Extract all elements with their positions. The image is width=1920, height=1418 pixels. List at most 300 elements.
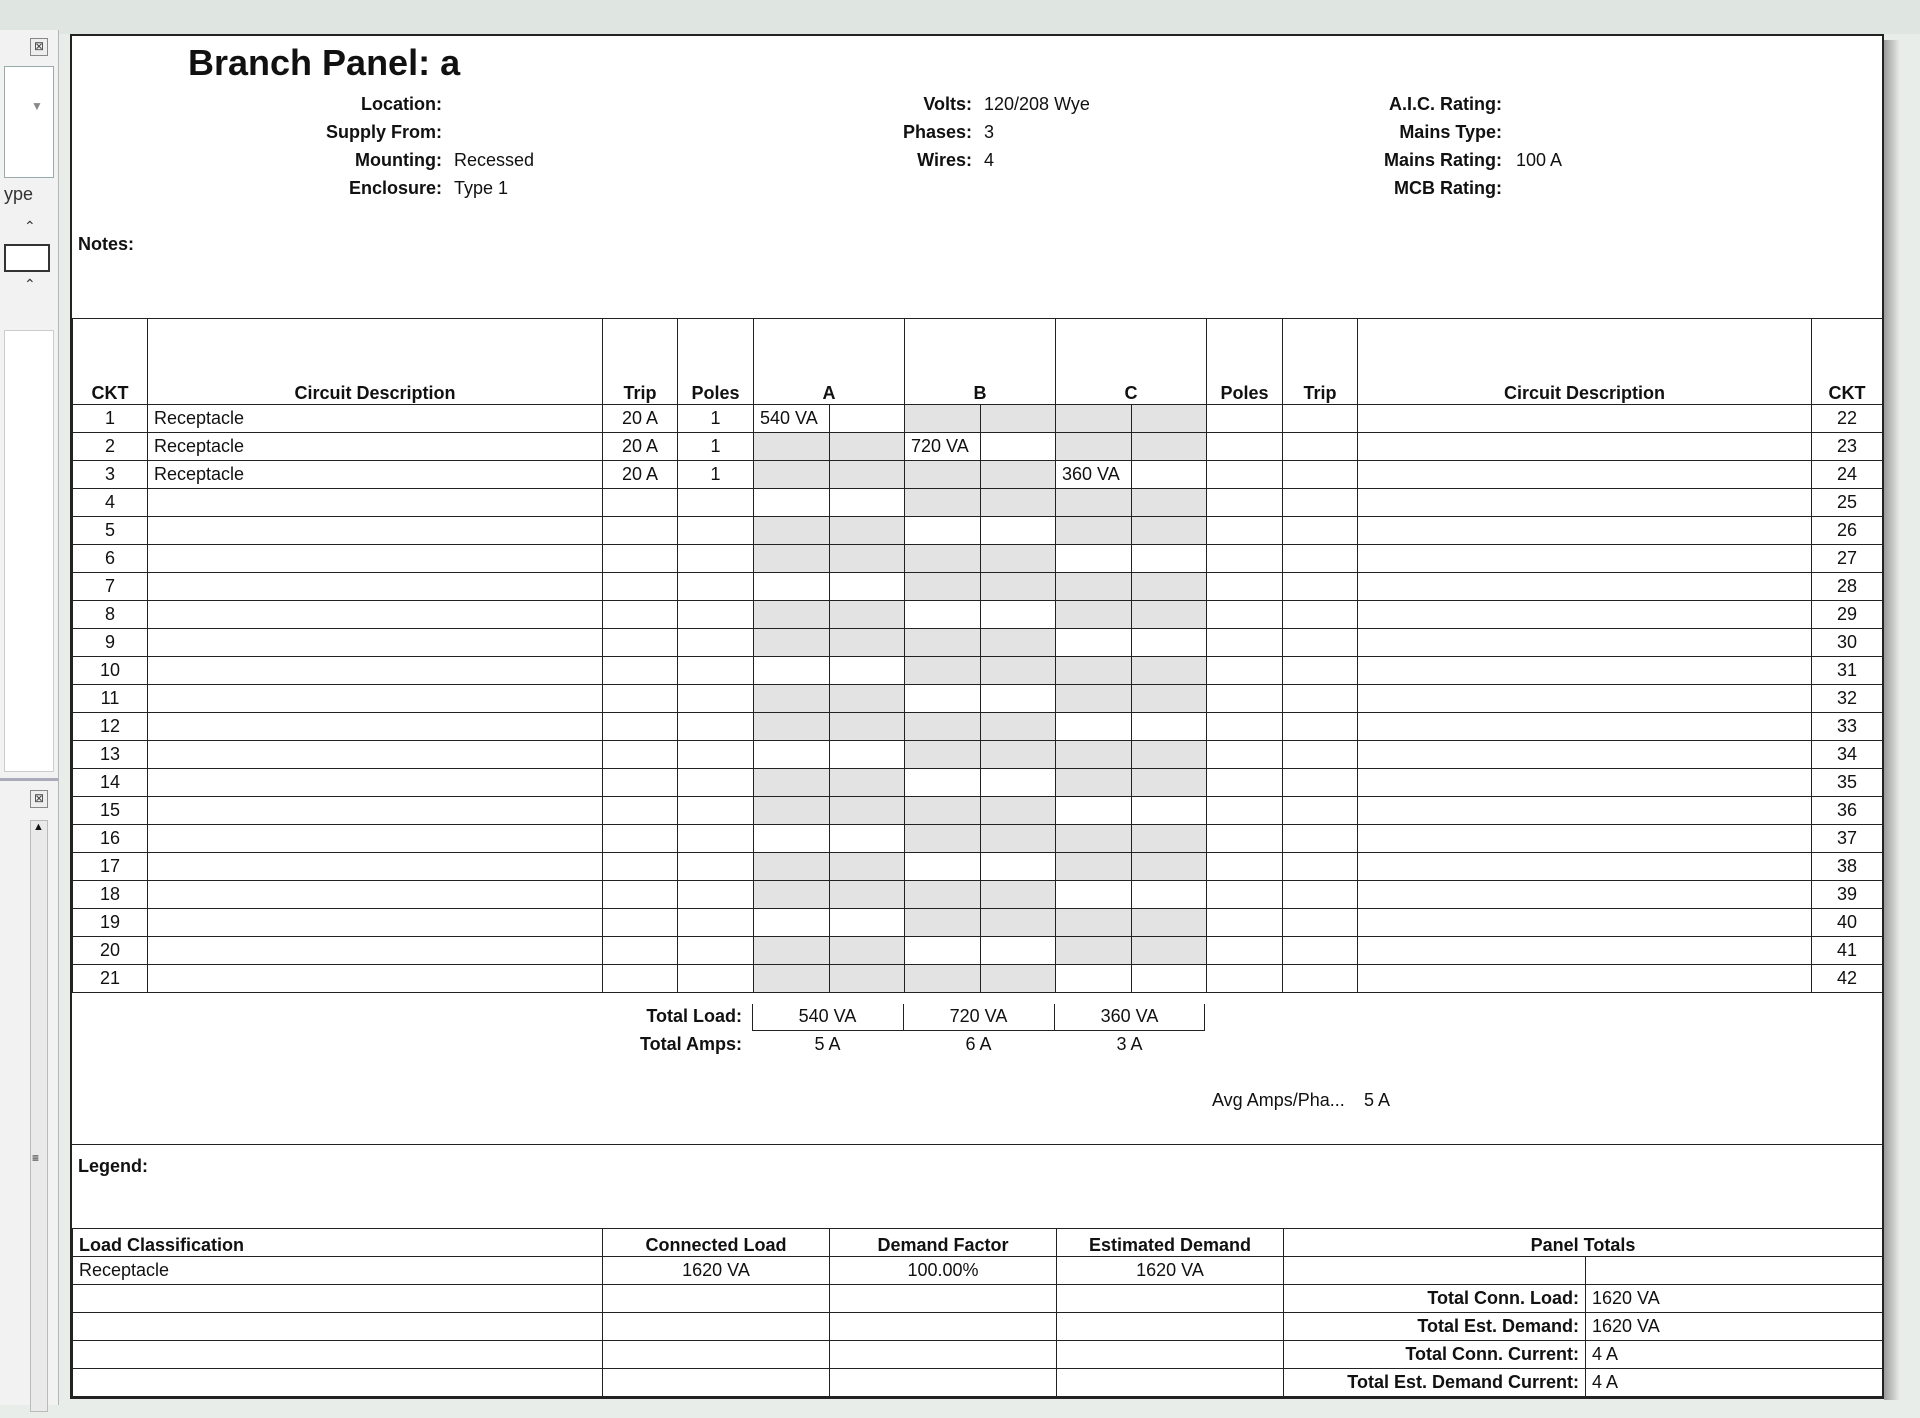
- phase-load-left: 720 VA: [905, 433, 981, 461]
- phase-load-right: [1132, 853, 1207, 881]
- connected-load: [603, 1285, 830, 1313]
- poles: [678, 601, 754, 629]
- circuit-description-right: [1358, 909, 1812, 937]
- ckt-number: 4: [73, 489, 148, 517]
- trip-right: [1283, 909, 1358, 937]
- phase-load-left: [754, 601, 830, 629]
- trip-right: [1283, 461, 1358, 489]
- poles: [678, 937, 754, 965]
- poles-right: [1207, 489, 1283, 517]
- phase-load-right: [981, 685, 1056, 713]
- panel-totals-header: Panel Totals: [1284, 1229, 1883, 1257]
- phase-load-right: [830, 517, 905, 545]
- poles-right: [1207, 685, 1283, 713]
- circuit-description-right: [1358, 685, 1812, 713]
- ckt-number-right: 22: [1812, 405, 1883, 433]
- trip-right: [1283, 797, 1358, 825]
- close-icon[interactable]: ⊠: [30, 38, 48, 56]
- phase-load-left: [905, 405, 981, 433]
- panel-total-label: Total Est. Demand:: [1284, 1313, 1586, 1341]
- phase-load-right: [1132, 433, 1207, 461]
- trip-right: [1283, 713, 1358, 741]
- demand-factor: [830, 1369, 1057, 1397]
- trip-rating: [603, 685, 678, 713]
- phase-load-left: [1056, 573, 1132, 601]
- ckt-number: 1: [73, 405, 148, 433]
- phase-load-right: [1132, 405, 1207, 433]
- trip-rating: [603, 573, 678, 601]
- trip-right: [1283, 601, 1358, 629]
- phase-load-right: [1132, 797, 1207, 825]
- phase-load-right: [1132, 937, 1207, 965]
- circuit-schedule-table: [72, 318, 1883, 993]
- phase-load-left: [1056, 769, 1132, 797]
- phase-load-left: [1056, 657, 1132, 685]
- phase-load-right: [981, 797, 1056, 825]
- circuit-description: [148, 517, 603, 545]
- circuit-description: [148, 545, 603, 573]
- trip-right: [1283, 965, 1358, 993]
- poles-right: [1207, 405, 1283, 433]
- circuit-description-right: [1358, 769, 1812, 797]
- phase-load-right: [1132, 965, 1207, 993]
- phase-load-right: [981, 909, 1056, 937]
- phase-load-right: [981, 825, 1056, 853]
- phase-load-right: [830, 881, 905, 909]
- phase-load-right: [1132, 601, 1207, 629]
- ckt-number-right: 25: [1812, 489, 1883, 517]
- table-row: [73, 601, 1883, 629]
- phase-load-left: [1056, 713, 1132, 741]
- trip-right: [1283, 629, 1358, 657]
- desc-header-left: Circuit Description: [148, 319, 603, 405]
- ckt-number-right: 31: [1812, 657, 1883, 685]
- estimated-demand: [1057, 1369, 1284, 1397]
- circuit-description-right: [1358, 713, 1812, 741]
- phase-load-left: [905, 965, 981, 993]
- phase-load-right: [830, 629, 905, 657]
- dock-separator[interactable]: [0, 778, 58, 781]
- property-list: [4, 330, 54, 772]
- mcb-rating-label: MCB Rating:: [1394, 178, 1502, 198]
- trip-rating: 20 A: [603, 433, 678, 461]
- demand-factor: [830, 1285, 1057, 1313]
- phase-load-left: 540 VA: [754, 405, 830, 433]
- close-icon-2[interactable]: ⊠: [30, 790, 48, 808]
- load-classification: Receptacle: [73, 1257, 603, 1285]
- phase-load-right: [981, 601, 1056, 629]
- notes-label: Notes:: [78, 234, 135, 254]
- phase-load-right: [1132, 629, 1207, 657]
- poles-right: [1207, 769, 1283, 797]
- phase-load-right: [1132, 713, 1207, 741]
- table-row: [73, 1341, 1883, 1369]
- phase-load-left: [754, 657, 830, 685]
- circuit-description: [148, 713, 603, 741]
- phase-load-right: [1132, 741, 1207, 769]
- poles-right: [1207, 965, 1283, 993]
- scroll-up-icon[interactable]: ▲: [33, 821, 44, 833]
- trip-rating: [603, 657, 678, 685]
- phase-load-right: [830, 461, 905, 489]
- trip-right: [1283, 881, 1358, 909]
- panel-total-label: [1284, 1257, 1586, 1285]
- poles: [678, 797, 754, 825]
- scroll-grip-icon[interactable]: ≡: [32, 1151, 40, 1165]
- phase-a-header: A: [754, 319, 905, 405]
- phase-load-left: [905, 741, 981, 769]
- table-row: [73, 573, 1883, 601]
- window-top-edge: [0, 0, 1920, 34]
- load-classification-header: Load Classification: [73, 1229, 603, 1257]
- phase-load-right: [981, 573, 1056, 601]
- table-row: [73, 965, 1883, 993]
- desc-header-right: Circuit Description: [1358, 319, 1812, 405]
- phases-label: Phases:: [902, 122, 972, 142]
- poles: [678, 657, 754, 685]
- phase-load-left: [754, 461, 830, 489]
- ckt-number: 18: [73, 881, 148, 909]
- circuit-description-right: [1358, 881, 1812, 909]
- ckt-number: 13: [73, 741, 148, 769]
- poles-right: [1207, 909, 1283, 937]
- circuit-description: [148, 797, 603, 825]
- poles: 1: [678, 405, 754, 433]
- ckt-number: 20: [73, 937, 148, 965]
- phase-load-left: [754, 489, 830, 517]
- phase-load-left: [754, 769, 830, 797]
- connected-load: [603, 1341, 830, 1369]
- trip-right: [1283, 853, 1358, 881]
- phase-load-right: [830, 909, 905, 937]
- demand-factor: [830, 1313, 1057, 1341]
- table-row: [73, 1369, 1883, 1397]
- wires-value: 4: [984, 150, 995, 170]
- phase-load-right: [981, 937, 1056, 965]
- trip-rating: 20 A: [603, 405, 678, 433]
- load-summary-table: [72, 1228, 1883, 1397]
- ckt-number-right: 29: [1812, 601, 1883, 629]
- phase-load-left: [905, 825, 981, 853]
- collapse-up-icon[interactable]: ⌃: [24, 218, 36, 234]
- circuit-description-right: [1358, 797, 1812, 825]
- ckt-number: 8: [73, 601, 148, 629]
- phase-load-left: [1056, 601, 1132, 629]
- phase-load-right: [830, 825, 905, 853]
- phase-load-right: [1132, 517, 1207, 545]
- phase-load-left: [1056, 909, 1132, 937]
- ckt-number-right: 33: [1812, 713, 1883, 741]
- trip-right: [1283, 545, 1358, 573]
- trip-right: [1283, 573, 1358, 601]
- trip-right: [1283, 405, 1358, 433]
- sheet-shadow: [1884, 40, 1900, 1400]
- circuit-description-right: [1358, 965, 1812, 993]
- ckt-number: 12: [73, 713, 148, 741]
- poles-right: [1207, 713, 1283, 741]
- phase-load-right: [981, 741, 1056, 769]
- phase-load-left: [1056, 853, 1132, 881]
- phase-c-header: C: [1056, 319, 1207, 405]
- ckt-number-right: 34: [1812, 741, 1883, 769]
- phase-load-left: [905, 937, 981, 965]
- circuit-description: [148, 965, 603, 993]
- supply-from-label: Supply From:: [326, 122, 442, 142]
- phase-load-left: [1056, 517, 1132, 545]
- phase-load-left: [754, 545, 830, 573]
- phase-load-right: [981, 517, 1056, 545]
- phase-load-right: [1132, 489, 1207, 517]
- trip-rating: [603, 797, 678, 825]
- connected-load: 1620 VA: [603, 1257, 830, 1285]
- trip-rating: [603, 629, 678, 657]
- poles-right: [1207, 741, 1283, 769]
- phase-load-right: [1132, 685, 1207, 713]
- phase-load-left: [1056, 629, 1132, 657]
- table-row: [73, 937, 1883, 965]
- poles: 1: [678, 461, 754, 489]
- phase-load-right: [1132, 825, 1207, 853]
- phase-load-right: [830, 769, 905, 797]
- avg-amps-label: Avg Amps/Pha...: [1212, 1090, 1345, 1110]
- load-classification: [73, 1313, 603, 1341]
- connected-load-header: Connected Load: [603, 1229, 830, 1257]
- phase-load-right: [830, 657, 905, 685]
- legend-divider: [72, 1144, 1882, 1145]
- table-row: [73, 769, 1883, 797]
- phase-load-left: [905, 797, 981, 825]
- ckt-number: 17: [73, 853, 148, 881]
- table-row: [73, 629, 1883, 657]
- ckt-number-right: 30: [1812, 629, 1883, 657]
- connected-load: [603, 1369, 830, 1397]
- circuit-description: [148, 685, 603, 713]
- poles-header-right: Poles: [1207, 319, 1283, 405]
- load-classification: [73, 1369, 603, 1397]
- ckt-number: 7: [73, 573, 148, 601]
- demand-factor: 100.00%: [830, 1257, 1057, 1285]
- trip-rating: [603, 881, 678, 909]
- ckt-number: 10: [73, 657, 148, 685]
- poles: 1: [678, 433, 754, 461]
- poles-right: [1207, 573, 1283, 601]
- phase-load-left: [905, 713, 981, 741]
- circuit-description: [148, 601, 603, 629]
- estimated-demand: 1620 VA: [1057, 1257, 1284, 1285]
- phases-value: 3: [984, 122, 995, 142]
- panel-total-value: 4 A: [1586, 1369, 1883, 1397]
- table-row: [73, 461, 1883, 489]
- phase-load-right: [981, 769, 1056, 797]
- panel-total-label: Total Conn. Load:: [1284, 1285, 1586, 1313]
- table-row: [73, 1257, 1883, 1285]
- trip-right: [1283, 433, 1358, 461]
- phase-load-right: [1132, 909, 1207, 937]
- phase-load-right: [830, 545, 905, 573]
- location-label: Location:: [361, 94, 442, 114]
- enclosure-value: Type 1: [454, 178, 509, 198]
- trip-header-right: Trip: [1283, 319, 1358, 405]
- phase-load-left: [1056, 881, 1132, 909]
- wires-label: Wires:: [917, 150, 972, 170]
- phase-load-right: [981, 657, 1056, 685]
- circuit-description: Receptacle: [148, 433, 603, 461]
- phase-load-left: [754, 573, 830, 601]
- collapse-up-icon-2[interactable]: ⌃: [24, 276, 36, 292]
- circuit-description: Receptacle: [148, 461, 603, 489]
- panel-total-value: 1620 VA: [1586, 1313, 1883, 1341]
- trip-rating: [603, 741, 678, 769]
- total-amps-label: Total Amps:: [640, 1034, 742, 1054]
- vertical-scrollbar[interactable]: [30, 820, 48, 1412]
- poles-right: [1207, 937, 1283, 965]
- phase-load-right: [1132, 769, 1207, 797]
- poles: [678, 881, 754, 909]
- phase-load-left: [905, 685, 981, 713]
- total-load-b: 720 VA: [949, 1006, 1008, 1026]
- ckt-number-right: 42: [1812, 965, 1883, 993]
- phase-load-right: [981, 405, 1056, 433]
- circuit-description: [148, 769, 603, 797]
- poles-right: [1207, 517, 1283, 545]
- table-row: [73, 433, 1883, 461]
- table-row: [73, 825, 1883, 853]
- poles: [678, 629, 754, 657]
- phase-load-left: [905, 909, 981, 937]
- panel-schedule-sheet: [70, 34, 1884, 1399]
- circuit-description: [148, 489, 603, 517]
- circuit-description-right: [1358, 937, 1812, 965]
- ckt-header-left: CKT: [73, 319, 148, 405]
- type-field[interactable]: [4, 244, 50, 272]
- enclosure-label: Enclosure:: [348, 178, 442, 198]
- trip-right: [1283, 769, 1358, 797]
- mounting-label: Mounting:: [355, 150, 442, 170]
- phase-load-right: [1132, 657, 1207, 685]
- phase-load-left: [905, 573, 981, 601]
- circuit-description: [148, 881, 603, 909]
- trip-rating: [603, 965, 678, 993]
- connected-load: [603, 1313, 830, 1341]
- table-row: [73, 545, 1883, 573]
- phase-load-left: [905, 489, 981, 517]
- phase-load-left: [905, 517, 981, 545]
- poles: [678, 825, 754, 853]
- phase-load-left: [754, 713, 830, 741]
- chevron-down-icon[interactable]: ▼: [31, 99, 43, 113]
- phase-load-right: [981, 545, 1056, 573]
- poles: [678, 573, 754, 601]
- table-row: [73, 1285, 1883, 1313]
- phase-load-left: [754, 517, 830, 545]
- phase-load-left: [754, 965, 830, 993]
- circuit-description: [148, 909, 603, 937]
- phase-load-left: [1056, 825, 1132, 853]
- trip-right: [1283, 517, 1358, 545]
- estimated-demand: [1057, 1285, 1284, 1313]
- poles-right: [1207, 601, 1283, 629]
- mains-rating-label: Mains Rating:: [1383, 150, 1502, 170]
- aic-rating-label: A.I.C. Rating:: [1389, 94, 1502, 114]
- properties-pane: [4, 66, 54, 178]
- phase-load-left: [1056, 685, 1132, 713]
- mains-type-label: Mains Type:: [1399, 122, 1502, 142]
- ckt-number: 9: [73, 629, 148, 657]
- phase-load-left: [905, 629, 981, 657]
- total-load-label: Total Load:: [646, 1006, 742, 1026]
- circuit-description-right: [1358, 629, 1812, 657]
- poles: [678, 713, 754, 741]
- poles-right: [1207, 461, 1283, 489]
- phase-load-left: [754, 797, 830, 825]
- total-amps-b: 6 A: [965, 1034, 992, 1054]
- poles-right: [1207, 545, 1283, 573]
- phase-load-right: [981, 489, 1056, 517]
- ckt-number: 5: [73, 517, 148, 545]
- ckt-number: 21: [73, 965, 148, 993]
- poles: [678, 685, 754, 713]
- table-row: [73, 741, 1883, 769]
- phase-load-right: [830, 965, 905, 993]
- phase-load-right: [830, 797, 905, 825]
- trip-right: [1283, 685, 1358, 713]
- trip-right: [1283, 825, 1358, 853]
- phase-load-left: [1056, 545, 1132, 573]
- ckt-number: 2: [73, 433, 148, 461]
- ckt-number: 15: [73, 797, 148, 825]
- trip-rating: [603, 517, 678, 545]
- poles: [678, 965, 754, 993]
- circuit-description-right: [1358, 853, 1812, 881]
- circuit-description: [148, 825, 603, 853]
- circuit-description: [148, 741, 603, 769]
- circuit-description-right: [1358, 825, 1812, 853]
- panel-total-value: 4 A: [1586, 1341, 1883, 1369]
- phase-load-left: [905, 657, 981, 685]
- circuit-description-right: [1358, 545, 1812, 573]
- ckt-number-right: 37: [1812, 825, 1883, 853]
- phase-load-right: [830, 937, 905, 965]
- table-row: [73, 853, 1883, 881]
- volts-label: Volts:: [923, 94, 972, 114]
- phase-load-right: [981, 461, 1056, 489]
- ckt-number-right: 36: [1812, 797, 1883, 825]
- circuit-description-right: [1358, 433, 1812, 461]
- ckt-number-right: 26: [1812, 517, 1883, 545]
- phase-load-left: [754, 685, 830, 713]
- ckt-number: 6: [73, 545, 148, 573]
- circuit-description-right: [1358, 573, 1812, 601]
- trip-rating: [603, 937, 678, 965]
- circuit-description: [148, 629, 603, 657]
- ckt-header-right: CKT: [1812, 319, 1883, 405]
- trip-right: [1283, 937, 1358, 965]
- poles: [678, 769, 754, 797]
- trip-rating: 20 A: [603, 461, 678, 489]
- phase-load-right: [1132, 461, 1207, 489]
- table-row: [73, 517, 1883, 545]
- panel-total-value: 1620 VA: [1586, 1285, 1883, 1313]
- phase-load-right: [1132, 545, 1207, 573]
- phase-load-right: [981, 713, 1056, 741]
- estimated-demand: [1057, 1341, 1284, 1369]
- table-row: [73, 685, 1883, 713]
- ckt-number-right: 41: [1812, 937, 1883, 965]
- poles-right: [1207, 629, 1283, 657]
- phase-b-header: B: [905, 319, 1056, 405]
- poles: [678, 741, 754, 769]
- table-row: [73, 1313, 1883, 1341]
